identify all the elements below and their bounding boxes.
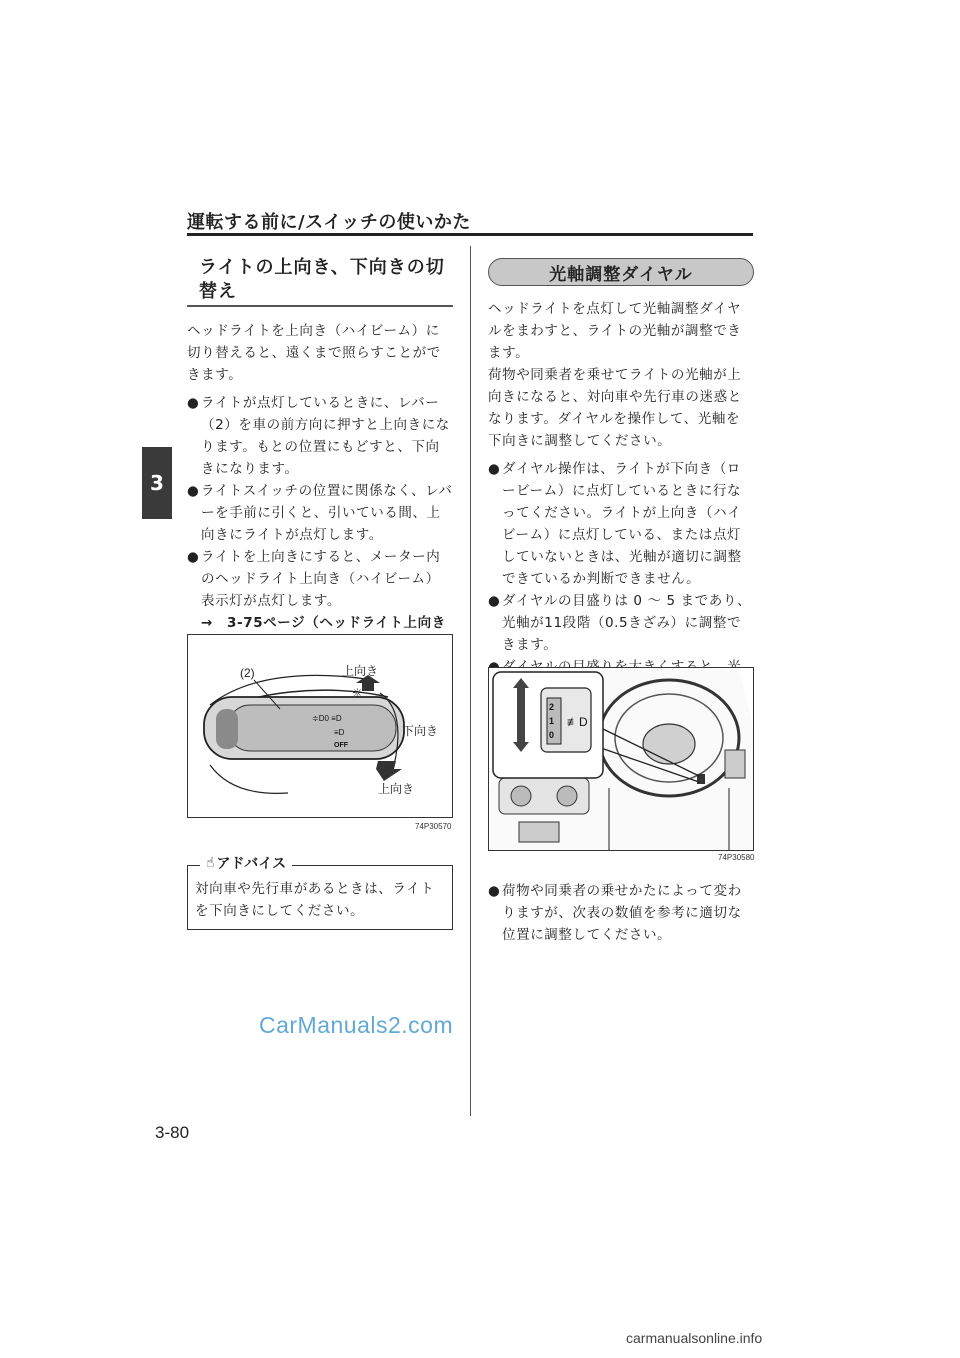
arrow-down-icon bbox=[376, 761, 402, 781]
label-down: 下向き bbox=[402, 724, 439, 738]
chapter-tab: 3 bbox=[142, 447, 172, 519]
svg-text:≡D: ≡D bbox=[334, 728, 345, 737]
right-body bbox=[488, 298, 754, 700]
advice-text: 対向車や先行車があるときは、ライトを下向きにしてください。 bbox=[195, 881, 435, 919]
figure-code: 74P30580 bbox=[718, 853, 755, 862]
watermark: CarManuals2.com bbox=[259, 1012, 454, 1038]
section-title-rule bbox=[187, 305, 453, 307]
intro-paragraph: ヘッドライトを上向き（ハイビーム）に切り替えると、遠くまで照らすことができます。 bbox=[187, 323, 441, 383]
list-item: ● ライトスイッチの位置に関係なく、レバーを手前に引くと、引いている間、上向きにライトが点灯します。 bbox=[187, 480, 453, 546]
dashboard-figure bbox=[488, 667, 754, 851]
list-item: ● ライトが点灯しているときに、レバー（2）を車の前方向に押すと上向きになります。もとの位置にもどすと、下向きになります。 bbox=[187, 392, 453, 480]
advice-title: ☝ アドバイス bbox=[200, 853, 292, 873]
headlight-icon: ≢D bbox=[567, 715, 588, 729]
left-body bbox=[187, 320, 453, 656]
header-rule bbox=[187, 233, 753, 236]
arrow-right-icon: → bbox=[201, 615, 213, 631]
reference-link[interactable]: → 3-75ページ（ヘッドライト上向き bbox=[187, 612, 453, 656]
dial-mark-1: 1 bbox=[549, 716, 555, 726]
list-item: ● ライトを上向きにすると、メーター内のヘッドライト上向き（ハイビーム）表示灯が点灯します。 bbox=[187, 546, 453, 612]
paragraph: 荷物や同乗者を乗せてライトの光軸が上向きになると、対向車や先行車の迷惑となります。ダイヤルを操作して、光軸を下向きに調整してください。 bbox=[488, 367, 742, 449]
dial-mark-0: 0 bbox=[549, 730, 555, 740]
footer-site: carmanualsonline.info bbox=[626, 1330, 763, 1346]
dial-mark-2: 2 bbox=[549, 702, 555, 712]
bullet-icon: ● bbox=[488, 593, 501, 609]
dashboard-illustration bbox=[489, 668, 753, 850]
bullet-icon: ● bbox=[488, 461, 501, 477]
right-after-figure bbox=[488, 880, 754, 946]
pointing-hand-icon: ☝ bbox=[206, 855, 215, 871]
svg-text:≑D0 ≡D: ≑D0 ≡D bbox=[312, 714, 342, 723]
column-divider bbox=[470, 246, 471, 1116]
sun-icon: ☼ bbox=[352, 686, 363, 700]
page-number: 3-80 bbox=[155, 1123, 190, 1142]
label-up-bottom: 上向き bbox=[378, 782, 415, 796]
bullet-icon: ● bbox=[187, 483, 200, 499]
lever-illustration bbox=[188, 635, 452, 817]
section-title-aim-dial: 光軸調整ダイヤル bbox=[488, 258, 754, 286]
list-item: ● ダイヤル操作は、ライトが下向き（ロービーム）に点灯しているときに行なってください。ライトが上向き（ハイビーム）に点灯している、または点灯していないときは、光軸が適切に調整できているか判断できません。 bbox=[488, 458, 754, 590]
switch-off-label: OFF bbox=[334, 742, 348, 749]
list-item: ● ダイヤルの目盛りは 0 ～ 5 まであり、光軸が11段階（0.5きざみ）に調整できます。 bbox=[488, 590, 754, 656]
bullet-icon: ● bbox=[488, 883, 501, 899]
list-item: ● 荷物や同乗者の乗せかたによって変わりますが、次表の数値を参考に適切な位置に調整してください。 bbox=[488, 880, 754, 946]
lever-figure bbox=[187, 634, 453, 818]
label-part-number: (2) bbox=[240, 666, 255, 680]
paragraph: ヘッドライトを点灯して光軸調整ダイヤルをまわすと、ライトの光軸が調整できます。 bbox=[488, 301, 742, 361]
bullet-icon: ● bbox=[187, 395, 200, 411]
page-header-title: 運転する前に/スイッチの使いかた bbox=[187, 212, 471, 233]
figure-code: 74P30570 bbox=[415, 822, 452, 831]
section-title-high-low-beam: ライトの上向き、下向きの切替え bbox=[199, 257, 445, 302]
bullet-icon: ● bbox=[187, 549, 200, 565]
label-up-top: 上向き bbox=[342, 664, 379, 678]
